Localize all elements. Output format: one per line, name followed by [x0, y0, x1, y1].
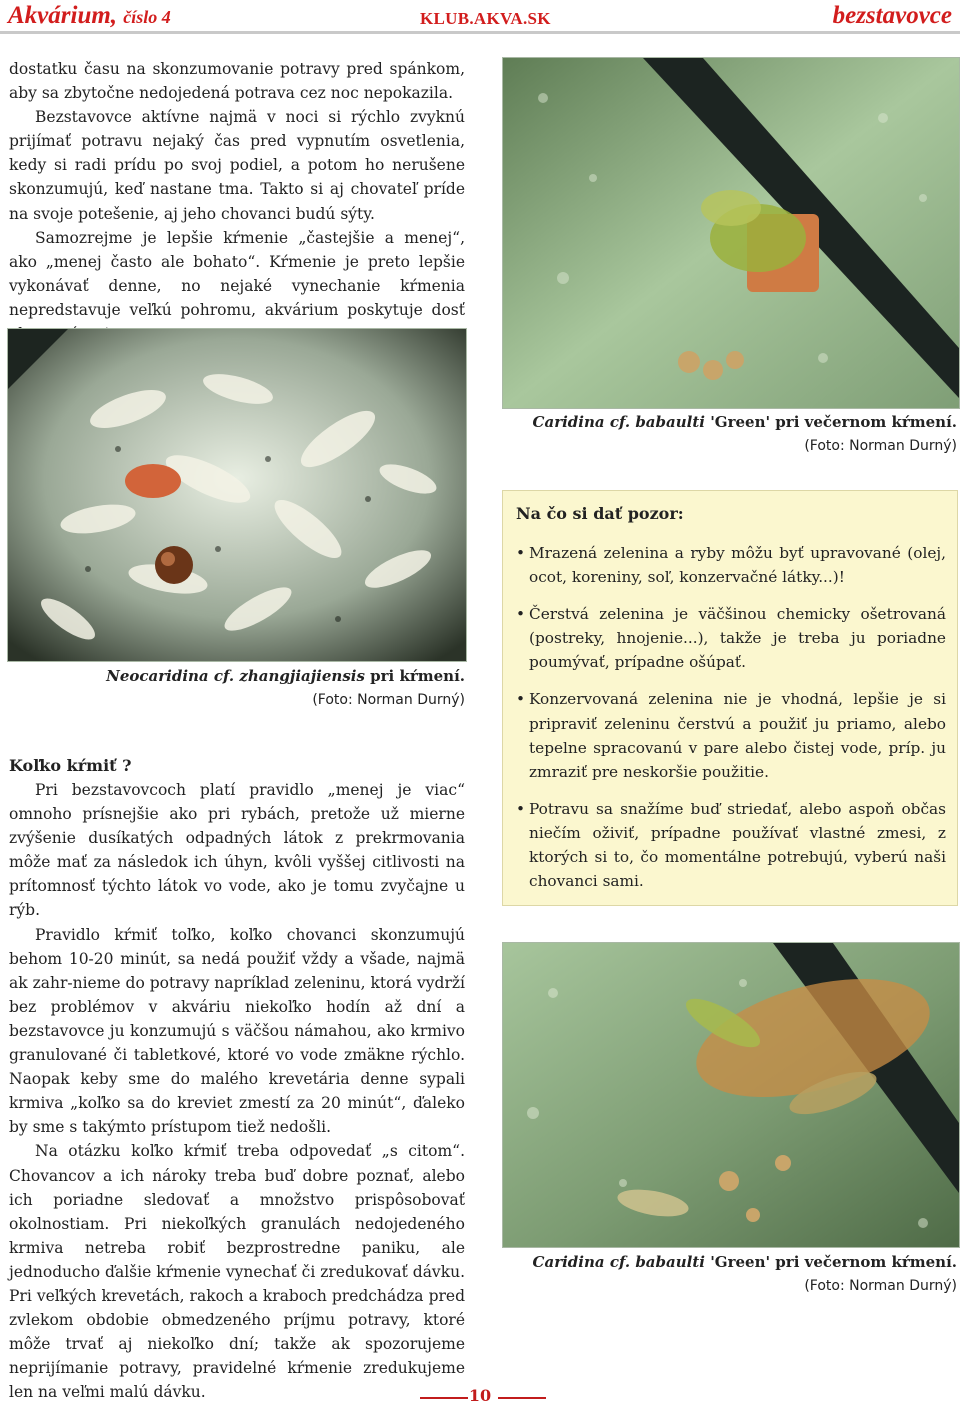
section-text	[9, 778, 465, 1404]
green-shrimp-photo-bottom	[502, 942, 960, 1248]
tip-item	[516, 541, 946, 589]
header-divider	[0, 31, 960, 34]
tip-text: Čerstvá zelenina je väčšinou chemicky ošetrovaná (postreky, hnojenie...), takže je treba ju poriadne poumývať, prípadne ošúpať.	[529, 605, 946, 672]
species-name: Caridina cf. babaulti	[532, 1253, 705, 1271]
paragraph: Bezstavovce aktívne najmä v noci si rýchlo zvyknú prijímať potravu nejaký čas pred vypnutím osvetlenia, kedy si radi prídu po svoj podiel, a potom ho nerušene skonzumujú, keď nastane tma. Takto si aj chovateľ príde na svoje potešenie, aj jeho chovanci budú sýty.	[9, 108, 465, 223]
tip-text: Mrazená zelenina a ryby môžu byť upravované (olej, ocot, koreniny, soľ, konzervačné látky...)!	[529, 544, 946, 587]
caption-text: 'Green' pri večernom kŕmení.	[704, 1253, 957, 1271]
tip-item	[516, 687, 946, 783]
photo-credit: (Foto: Norman Durný)	[804, 1278, 957, 1294]
paragraph: Pri bezstavovcoch platí pravidlo „menej je viac“ omnoho prísnejšie ako pri rybách, pretože už mierne zvýšenie dusíkatých odpadných látok z prekrmovania môže mať za následok ich úhyn, kvôli vyššej citlivosti na prítomnosť týchto látok vo vode, ako je tomu zvyčajne u rýb.	[9, 781, 465, 920]
caption-line	[533, 1250, 957, 1274]
bullet-icon: •	[516, 605, 526, 624]
section-name: bezstavovce	[832, 2, 952, 29]
paragraph: Pravidlo kŕmiť toľko, koľko chovanci skonzumujú behom 10-20 minút, sa nedá použiť vždy a všade, najmä ak zahr-nieme do potravy napríklad zeleninu, ktorá vydrží bez problémov v akváriu niekoľko hodín až dní a bezstavovce ju konzumujú s väčšou námahou, ako krmivo granulované či tabletkové, ktoré vo vode zmäkne rýchlo. Naopak keby sme do malého krevetária denne sypali krmiva „koľko sa do kreviet zmestí za 20 minút“, ďaleko by sme s takýmto prístupom tiež nedošli.	[9, 925, 465, 1137]
tip-item	[516, 797, 946, 893]
page-number: 10	[468, 1386, 492, 1405]
tip-list	[516, 541, 946, 906]
site-name: KLUB.AKVA.SK	[420, 9, 551, 28]
issue-number: číslo 4	[123, 7, 171, 27]
species-name: Caridina cf. babaulti	[532, 413, 705, 431]
section-heading: Koľko kŕmiť ?	[9, 756, 132, 775]
left-photo-caption	[106, 664, 465, 712]
caption-text: pri kŕmení.	[364, 667, 465, 685]
tip-item	[516, 602, 946, 674]
paragraph: dostatku času na skonzumovanie potravy pred spánkom, aby sa zbytočne nedojedená potrava cez noc nepokazila.	[9, 60, 465, 103]
green-shrimp-photo-top	[502, 57, 960, 409]
species-name: Neocaridina cf. zhangjiajiensis	[106, 667, 365, 685]
tip-box	[502, 490, 958, 906]
tip-text: Potravu sa snažíme buď striedať, alebo aspoň občas niečím oživiť, prípadne používať vlastné zmesi, z ktorých si to, čo momentálne potrebujú, vyberú naši chovanci sami.	[529, 799, 946, 891]
caption-text: 'Green' pri večernom kŕmení.	[704, 413, 957, 431]
page-number-rule-right	[498, 1397, 546, 1399]
caption-line	[533, 410, 957, 434]
bullet-icon: •	[516, 799, 526, 818]
photo-credit: (Foto: Norman Durný)	[804, 438, 957, 454]
bottom-right-photo-caption	[533, 1250, 957, 1298]
tip-box-title: Na čo si dať pozor:	[516, 504, 684, 523]
caption-line	[106, 664, 465, 688]
bullet-icon: •	[516, 690, 526, 709]
bullet-icon: •	[516, 544, 526, 562]
top-right-photo-caption	[533, 410, 957, 458]
photo-credit: (Foto: Norman Durný)	[312, 692, 465, 708]
intro-text	[9, 57, 465, 346]
magazine-title	[8, 2, 171, 30]
paragraph: Na otázku koľko kŕmiť treba odpovedať „s citom“. Chovancov a ich nároky treba buď dobre poznať, alebo ich poriadne sledovať a množstvo prispôsobovať okolnostiam. Pri niekoľkých granulách nedojedeného krmiva netreba robiť bezprostredne paniku, ale jednoducho ďalšie kŕmenie vynechať či zredukovať dávku. Pri veľkých krevetách, rakoch a kraboch predchádza pred zvlekom obdobie obmedzeného príjmu potravy, ktoré môže trvať aj niekoľko dní; takže ak spozorujeme neprijímanie potravy, pravidelné kŕmenie zredukujeme len na veľmi malú dávku.	[9, 1142, 465, 1402]
magazine-name: Akvárium,	[8, 2, 118, 29]
tip-text: Konzervovaná zelenina nie je vhodná, lepšie je si pripraviť zeleninu čerstvú a použiť ju priamo, alebo tepelne spracovanú v pare alebo čistej vode, príp. ju zmraziť pre neskoršie použitie.	[529, 690, 946, 781]
paragraph: Samozrejme je lepšie kŕmenie „častejšie a menej“, ako „menej často ale bohato“. Kŕmenie je preto lepšie vykonávať denne, no nejaké vynechanie kŕmenia nepredstavuje veľkú pohromu, akvárium poskytuje dosť	[9, 228, 465, 319]
shrimp-feeding-photo	[7, 328, 467, 662]
